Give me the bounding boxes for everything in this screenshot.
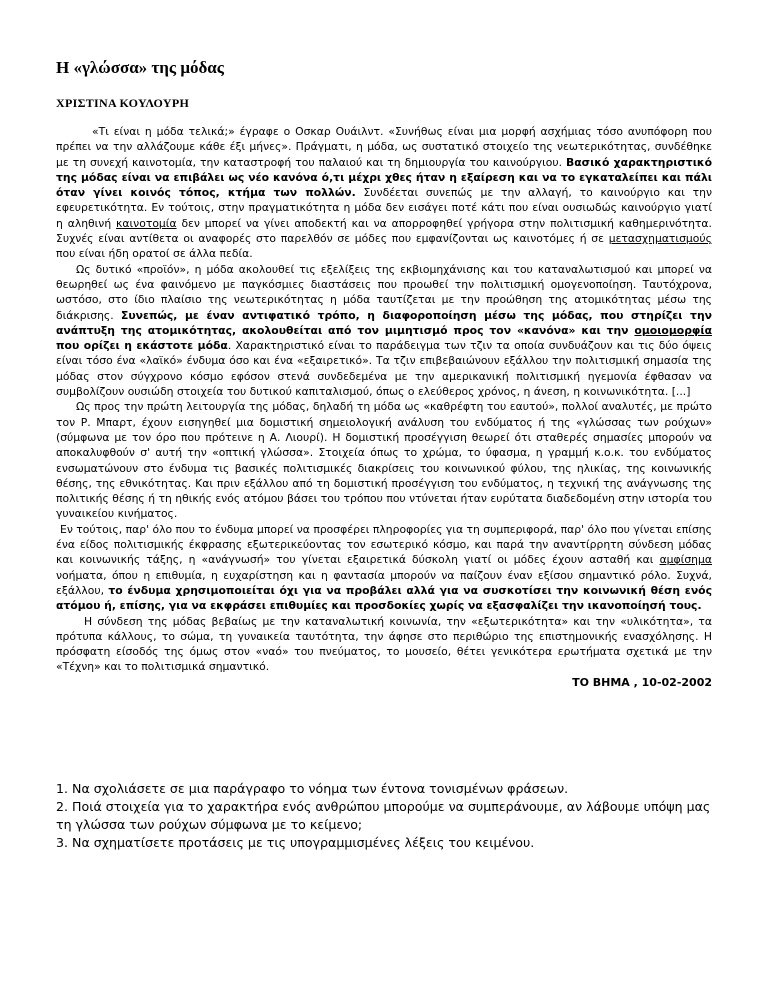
bold-phrase: Βασικό χαρακτηριστικό της μόδας είναι να επιβάλει ως νέο κανόνα ό,τι μέχρι χθες ήταν η εξαίρεση και να το εγκαταλείπει και πάλι όταν γίνει κοινός τόπος, κτήμα των πολλών. [56, 155, 712, 200]
paragraph-text: «Τι είναι η μόδα τελικά;» έγραφε ο Οσκαρ Ουάιλντ. «Συνήθως είναι μια μορφή ασχήμιας τόσο ανυπόφορη που πρέπει να την αλλάζουμε κάθε έξι μήνες». Πράγματι, η μόδα, ως συστατικό στοιχείο της νεωτερικότητας, συνδέθηκε με τη συνεχή καινοτομία, την καταστροφή του παλαιού και τη δημιουργία του καινούργιου. [56, 125, 712, 169]
article-paragraph-3 [56, 399, 712, 521]
paragraph-text: νοήματα, όπου η επιθυμία, η ευχαρίστηση και η φαντασία μπορούν να παίζουν έναν εξίσου σημαντικό ρόλο. Συχνά, εξάλλου, [56, 568, 712, 597]
paragraph-text: Συνδέεται συνεπώς με την αλλαγή, το καινούργιο και την εφευρετικότητα. Εν τούτοις, στην πραγματικότητα η μόδα δεν εισάγει ποτέ κάτι που είναι ουσιωδώς καινούργιο γιατί η αληθινή [56, 186, 713, 230]
paragraph-text: . Χαρακτηριστικό είναι το παράδειγμα των τζιν τα οποία συνδυάζουν και τις δύο όψεις είναι τόσο ένα «λαϊκό» ένδυμα όσο και ένα «εξαιρετικό». Τα τζιν επιβεβαιώνουν εξάλλου την πολιτισμική σημασία της μόδας στον σύγχρονο κόσμο εφόσον στενά συνδεδεμένα με την αμερικανική πολιτισμική ηγεμονία έφθασαν να συμβολίζουν ουσιώδη στοιχεία του δυτικού καπιταλισμού, όπως ο ελεύθερος χρόνος, η άνεση, η κοινωνικότητα. [...] [56, 339, 712, 399]
paragraph-text: που είναι ήδη ορατοί σε άλλα πεδία. [56, 247, 253, 261]
paragraph-text: δεν μπορεί να γίνει αποδεκτή και να απορροφηθεί γρήγορα στην πολιτισμική καθημερινότητα. Συχνές είναι αντίθετα οι αναφορές στο παρελθόν σε μόδες που εμφανίζονται ως καινοτόμες ή σε [56, 216, 712, 246]
article-paragraph-2 [56, 262, 712, 400]
article-paragraph-5 [56, 614, 712, 675]
bold-phrase: το ένδυμα χρησιμοποιείται όχι για να προβάλει αλλά για να συσκοτίσει την κοινωνική θέση ενός ατόμου ή, επίσης, για να εκφράσει επιθυμίες και προσδοκίες χωρίς να εξασφαλίζει την ικανοποίησή τους. [56, 583, 712, 613]
article-title: Η «γλώσσα» της μόδας [56, 58, 224, 77]
bold-phrase: Συνεπώς, με έναν αντιφατικό τρόπο, η διαφοροποίηση μέσω της μόδας, που στηρίζει την ανάπτυξη της ατομικότητας, ακολουθείται από τον μιμητισμό προς τον «κανόνα» και την [56, 308, 712, 337]
question-2: 2. Ποιά στοιχεία για το χαρακτήρα ενός ανθρώπου μπορούμε να συμπεράνουμε, αν λάβουμε υπόψη μας τη γλώσσα των ρούχων σύμφωνα με το κείμενο; [56, 799, 711, 832]
bold-phrase: που ορίζει η εκάστοτε μόδα [56, 339, 228, 353]
underlined-word: αμφίσημα [659, 553, 712, 567]
underlined-word: ομοιομορφία [634, 323, 712, 337]
article-body [56, 124, 712, 690]
question-1: 1. Να σχολιάσετε σε μια παράγραφο το νόημα των έντονα τονισμένων φράσεων. [56, 781, 569, 796]
underlined-word: καινοτομία [116, 216, 177, 230]
article-author: ΧΡΙΣΤΙΝΑ ΚΟΥΛΟΥΡΗ [56, 96, 190, 110]
paragraph-text: Εν τούτοις, παρ' όλο που το ένδυμα μπορεί να προσφέρει πληροφορίες για τη συμπεριφορά, παρ' όλο που γίνεται επίσης ένα είδος πολιτισμικής έκφρασης εξωτερικεύοντας τον εσωτερικό κόσμο, και παρά την αναντίρρητη σύνδεση μόδας και κοινωνικής τάξης, η «ανάγνωσή» του γίνεται εξαιρετικά δύσκολη γιατί οι μόδες έχουν ασταθή και [56, 522, 712, 567]
paragraph-text: Ως δυτικό «προϊόν», η μόδα ακολουθεί τις εξελίξεις της εκβιομηχάνισης και του καταναλωτισμού και μπορεί να θεωρηθεί ως ένα φαινόμενο με παγκόσμιες διαστάσεις που προωθεί την πολιτισμική ομογενοποίηση. Ταυτόχρονα, ωστόσο, στο ίδιο πλαίσιο της νεωτερικότητας η μόδα ταυτίζεται με την προώθηση της ατομικότητας μέσω της διάκρισης. [56, 262, 712, 322]
paragraph-text: Ως προς την πρώτη λειτουργία της μόδας, δηλαδή τη μόδα ως «καθρέφτη του εαυτού», πολλοί αναλυτές, με πρώτο τον Ρ. Μπαρτ, έχουν εισηγηθεί μια δομιστική σημειολογική ανάλυση του ενδύματος ή της «γλώσσας των ρούχων» (σύμφωνα με τον όρο που πρότεινε η Α. Λιουρί). Η δομιστική προσέγγιση θεωρεί ότι σταθερές σημασίες μπορούν να αποκαλυφθούν σ' αυτή την «οπτική γλώσσα». Στοιχεία όπως το χρώμα, το ύφασμα, η γραμμή κ.ο.κ. του ενδύματος ενσωματώνουν στο ένδυμα τις βασικές πολιτισμικές διακρίσεις του κοινωνικού φύλου, της ηλικίας, της κοινωνικής θέσης, της εθνικότητας. Και πριν εξάλλου από τη δομιστική προσέγγιση του ενδύματος, η τεχνική της ανάγνωσης της πολιτικής θέσης ή τη ηθικής ενός ατόμου βάσει του τρόπου που ντύνεται ήταν ευρύτατα διαδεδομένη στην ιστορία του γυναικείου κινήματος. [56, 400, 712, 521]
article-paragraph-1 [56, 124, 712, 262]
exercise-questions [56, 780, 726, 852]
paragraph-text: Η σύνδεση της μόδας βεβαίως με την καταναλωτική κοινωνία, την «εξωτερικότητα» και την «υλικότητα», τα πρότυπα κάλλους, το σώμα, τη γυναικεία ταυτότητα, την άφησε στο περιθώριο της επιστημονικής ενασχόλησης. Η πρόσφατη είσοδός της όμως στον «ναό» του πνεύματος, το μουσείο, θέτει γενικότερα ερωτήματα σχετικά με την «Τέχνη» και το πολιτισμικά σημαντικό. [56, 614, 712, 674]
question-3: 3. Να σχηματίσετε προτάσεις με τις υπογραμμισμένες λέξεις του κειμένου. [56, 835, 535, 850]
article-source: ΤΟ ΒΗΜΑ , 10-02-2002 [572, 675, 712, 689]
underlined-word: μετασχηματισμούς [608, 232, 712, 246]
article-paragraph-4 [56, 522, 712, 614]
